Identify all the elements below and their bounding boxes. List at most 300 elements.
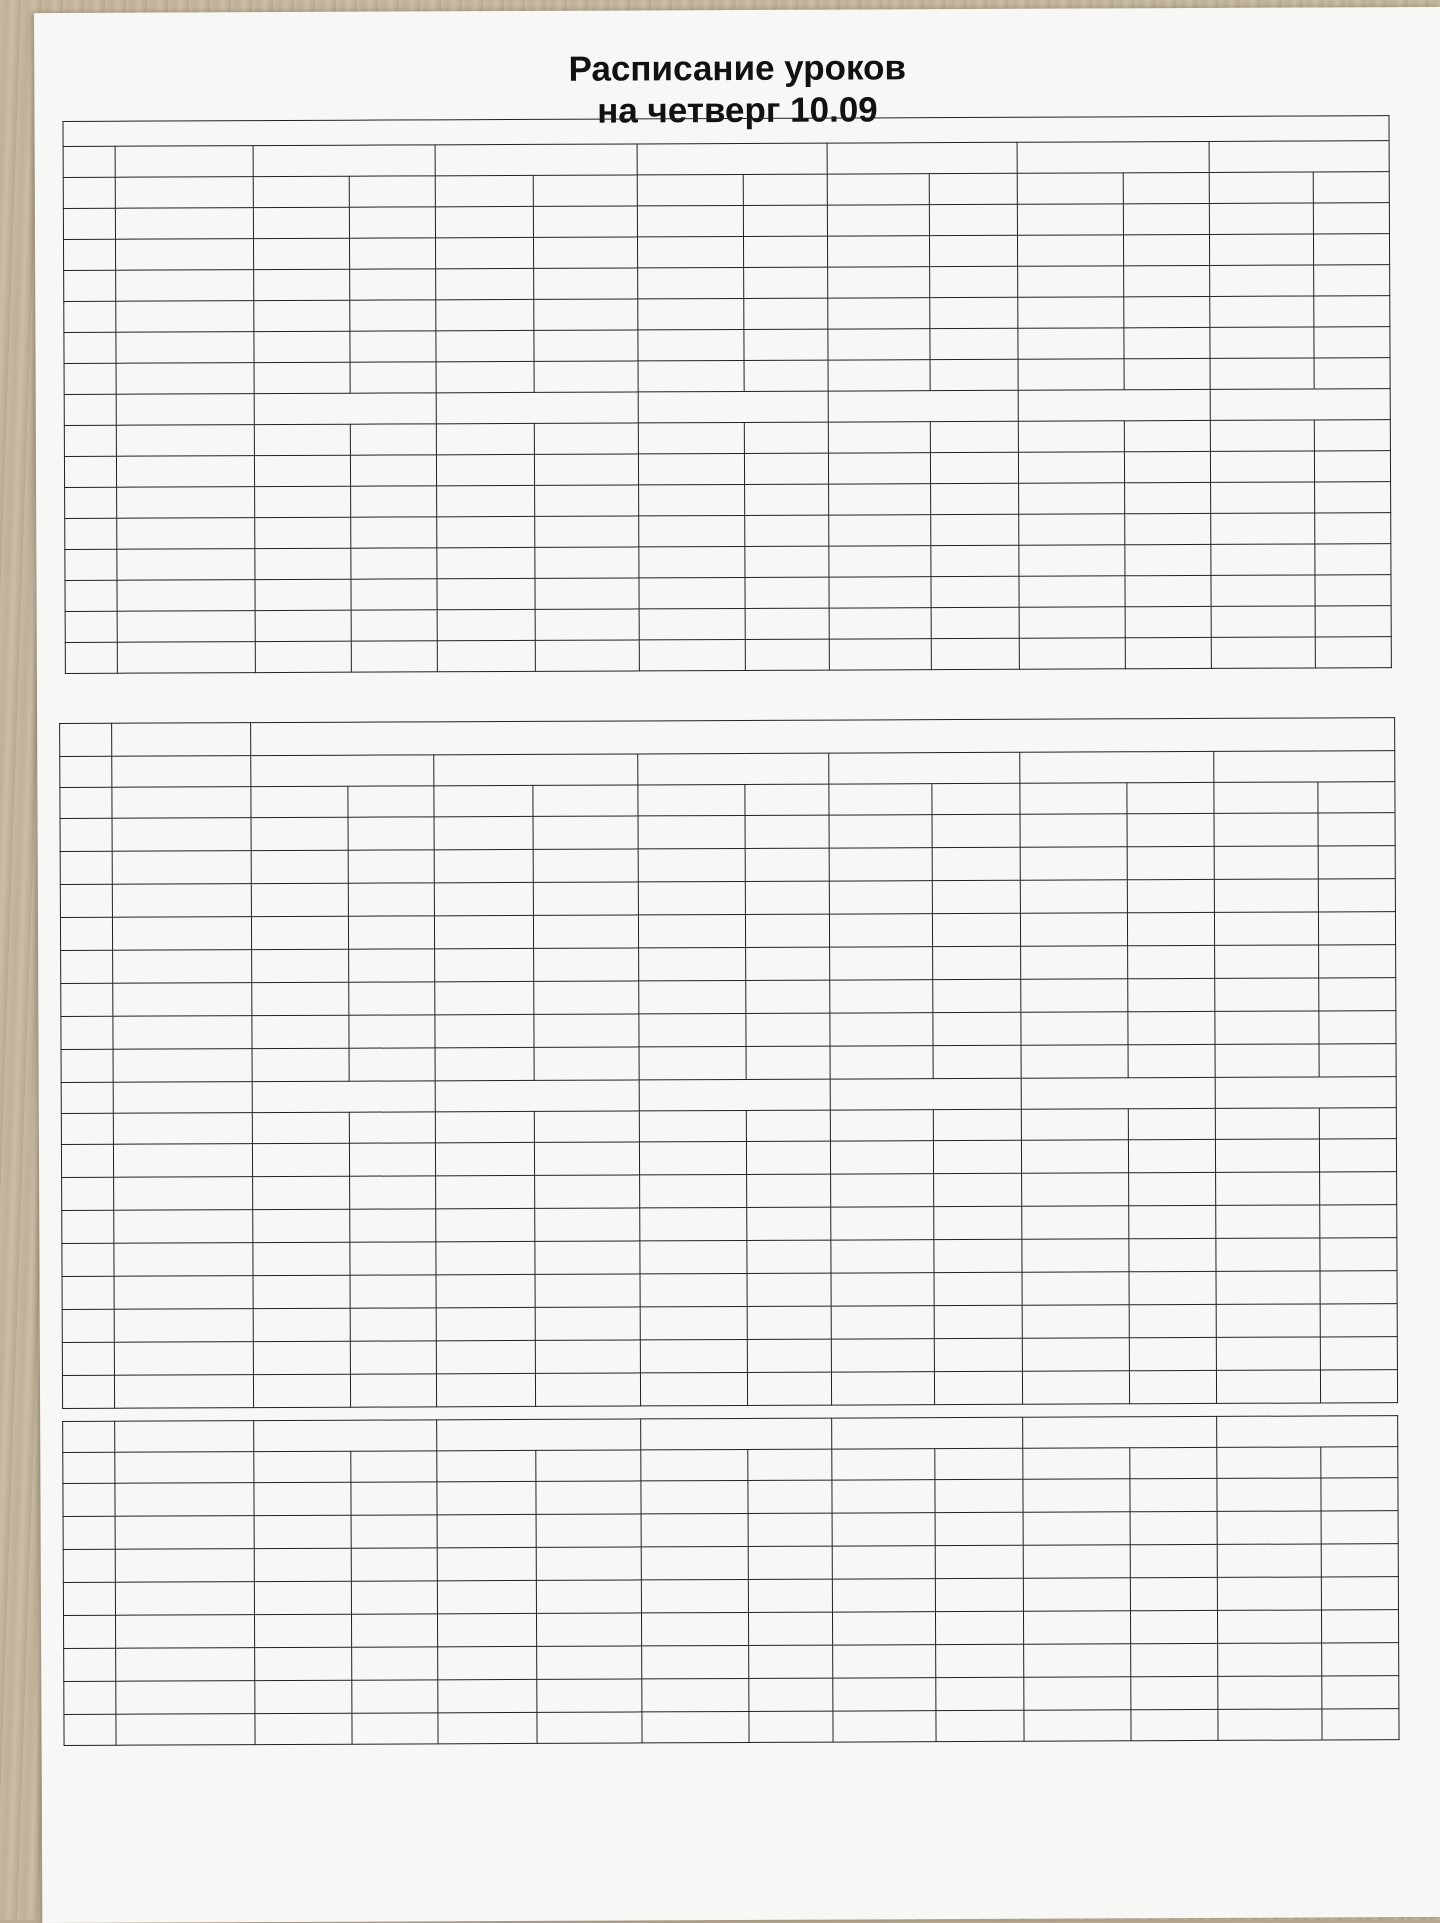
room-cell	[533, 175, 637, 206]
class-name	[638, 753, 829, 785]
lesson-time	[116, 301, 254, 333]
subject-cell	[251, 817, 348, 850]
room-cell	[537, 1646, 642, 1679]
empty-cell	[1321, 1447, 1398, 1478]
subject-cell	[829, 515, 931, 546]
room-cell	[745, 639, 829, 670]
room-cell	[350, 1308, 437, 1341]
room-cell	[1124, 358, 1210, 389]
room-cell	[1319, 879, 1396, 912]
subject-cell	[253, 1143, 350, 1176]
room-cell	[1129, 1337, 1216, 1370]
subject-cell	[1210, 327, 1314, 358]
subject-cell	[639, 515, 745, 546]
room-cell	[1125, 482, 1211, 513]
room-cell	[1123, 234, 1209, 265]
room-cell	[935, 1512, 1024, 1545]
empty-cell	[60, 723, 112, 756]
room-cell	[1314, 420, 1390, 451]
room-cell	[349, 1143, 436, 1176]
lesson-time	[113, 917, 252, 951]
subject-cell	[252, 883, 349, 916]
table-row	[62, 1370, 1397, 1409]
room-cell	[1314, 296, 1390, 327]
lesson-number	[65, 549, 117, 580]
room-cell	[745, 1013, 830, 1046]
empty-cell	[1130, 1447, 1217, 1478]
empty-cell	[61, 1113, 113, 1144]
empty-cell	[534, 1111, 639, 1142]
lesson-time	[116, 332, 254, 364]
subject-cell	[640, 1240, 747, 1273]
room-cell	[535, 640, 639, 671]
lesson-number	[61, 983, 113, 1016]
subject-cell	[638, 453, 744, 484]
class-start-time	[830, 1110, 933, 1141]
subject-cell	[1021, 979, 1128, 1012]
room-cell	[746, 1207, 831, 1240]
empty-cell	[1131, 1709, 1218, 1740]
room-cell	[1321, 1337, 1398, 1370]
room-cell	[349, 176, 435, 207]
subject-cell	[1022, 1305, 1129, 1338]
class-name	[639, 1079, 830, 1111]
room-cell	[744, 298, 828, 329]
room-cell	[931, 638, 1019, 669]
room-cell	[1127, 912, 1214, 945]
lesson-time	[115, 1516, 254, 1550]
class-start-time	[1023, 1448, 1130, 1479]
class-name	[1210, 389, 1390, 421]
subject-cell	[1018, 421, 1124, 452]
room-cell	[1125, 575, 1211, 606]
lesson-time	[115, 1309, 254, 1343]
room-cell	[745, 947, 830, 980]
subject-cell	[255, 1614, 352, 1647]
room-cell	[1320, 1139, 1397, 1172]
room-cell	[1319, 1011, 1396, 1044]
subject-cell	[254, 300, 350, 331]
lesson-time	[115, 1483, 254, 1517]
subject-cell	[831, 1174, 934, 1207]
room-cell	[350, 1374, 437, 1407]
room-cell	[745, 881, 830, 914]
empty-cell	[112, 723, 251, 757]
room-cell	[349, 982, 436, 1015]
room-cell	[535, 1340, 640, 1373]
subject-cell	[1214, 813, 1319, 846]
room-cell	[743, 236, 827, 267]
room-cell	[929, 204, 1017, 235]
room-cell	[351, 579, 437, 610]
class-name	[252, 1081, 435, 1113]
room-cell	[1128, 978, 1215, 1011]
empty-cell	[116, 1714, 255, 1746]
subject-cell	[638, 422, 744, 453]
subject-cell	[438, 1679, 537, 1712]
subject-cell	[1024, 1545, 1131, 1578]
room-cell	[533, 206, 637, 237]
subject-cell	[1018, 297, 1124, 328]
class-name	[1017, 141, 1209, 173]
room-cell	[533, 816, 638, 849]
room-cell	[1125, 513, 1211, 544]
room-cell	[935, 1545, 1024, 1578]
empty-cell	[115, 1452, 254, 1484]
subject-cell	[437, 1340, 536, 1373]
subject-cell	[1214, 1011, 1319, 1044]
subject-cell	[1217, 1643, 1322, 1676]
lesson-number	[65, 580, 117, 611]
subject-cell	[1024, 1611, 1131, 1644]
room-cell	[533, 237, 637, 268]
class-name	[1020, 751, 1213, 783]
subject-cell	[254, 424, 350, 455]
subject-cell	[435, 948, 534, 981]
lesson-number	[63, 1615, 115, 1648]
subject-cell	[1019, 576, 1125, 607]
room-cell	[537, 1679, 642, 1712]
subject-cell	[254, 455, 350, 486]
subject-cell	[642, 1678, 749, 1711]
room-cell	[745, 815, 830, 848]
lesson-time	[116, 425, 254, 457]
room-cell	[748, 1513, 833, 1546]
room-cell	[348, 817, 435, 850]
subject-cell	[252, 982, 349, 1015]
room-cell	[348, 883, 435, 916]
room-cell	[1314, 327, 1390, 358]
room-cell	[1130, 1544, 1217, 1577]
lesson-time	[116, 270, 254, 302]
subject-cell	[638, 267, 744, 298]
room-cell	[1130, 1511, 1217, 1544]
subject-cell	[639, 1141, 746, 1174]
room-cell	[1318, 813, 1395, 846]
subject-cell	[638, 914, 745, 947]
subject-cell	[253, 1308, 350, 1341]
class-name	[253, 145, 435, 177]
room-cell	[1322, 1676, 1399, 1709]
subject-cell	[1019, 545, 1125, 576]
empty-cell	[255, 1713, 352, 1744]
lesson-time	[115, 208, 253, 240]
room-cell	[534, 423, 638, 454]
room-cell	[746, 1141, 831, 1174]
lesson-number	[63, 1483, 115, 1516]
subject-cell	[252, 1015, 349, 1048]
lesson-number	[64, 270, 116, 301]
room-cell	[932, 880, 1021, 913]
class-name	[254, 393, 436, 425]
room-cell	[931, 514, 1019, 545]
subject-cell	[640, 1273, 747, 1306]
subject-cell	[827, 174, 929, 205]
room-cell	[351, 1548, 438, 1581]
subject-cell	[639, 980, 746, 1013]
room-cell	[931, 545, 1019, 576]
room-cell	[744, 453, 828, 484]
room-cell	[1127, 846, 1214, 879]
room-cell	[1320, 1205, 1397, 1238]
room-cell	[351, 1614, 438, 1647]
room-cell	[1125, 606, 1211, 637]
subject-cell	[255, 486, 351, 517]
room-cell	[1319, 912, 1396, 945]
class-start-time	[251, 786, 348, 817]
room-cell	[351, 548, 437, 579]
subject-cell	[1024, 1644, 1131, 1677]
class-name	[637, 143, 827, 175]
room-cell	[1124, 265, 1210, 296]
empty-cell	[833, 1711, 936, 1742]
room-cell	[935, 1644, 1024, 1677]
subject-cell	[829, 848, 932, 881]
lesson-time	[115, 1375, 254, 1409]
room-cell	[933, 1140, 1022, 1173]
subject-cell	[639, 1174, 746, 1207]
subject-cell	[1210, 420, 1314, 451]
subject-cell	[831, 1372, 934, 1405]
lesson-number	[62, 1375, 114, 1408]
subject-cell	[1214, 945, 1319, 978]
subject-cell	[436, 299, 534, 330]
subject-cell	[1018, 328, 1124, 359]
room-cell	[1314, 265, 1390, 296]
room-cell	[534, 330, 638, 361]
subject-cell	[252, 1048, 349, 1081]
room-cell	[351, 1482, 438, 1515]
room-cell	[1321, 1511, 1398, 1544]
subject-cell	[253, 238, 349, 269]
lesson-time	[116, 1582, 255, 1616]
subject-cell	[1209, 234, 1313, 265]
room-cell	[747, 1372, 832, 1405]
room-cell	[533, 849, 638, 882]
lesson-number	[64, 363, 116, 394]
room-cell	[936, 1677, 1025, 1710]
room-cell	[534, 1014, 639, 1047]
subject-cell	[639, 639, 745, 670]
subject-cell	[255, 641, 351, 672]
room-cell	[743, 205, 827, 236]
empty-cell	[61, 1082, 113, 1113]
subject-cell	[1023, 1512, 1130, 1545]
lesson-number	[65, 642, 117, 673]
subject-cell	[1022, 1173, 1129, 1206]
class-name	[251, 755, 434, 787]
lesson-time	[113, 950, 252, 984]
lesson-time	[112, 818, 251, 852]
subject-cell	[831, 1207, 934, 1240]
number-header	[64, 394, 116, 425]
room-cell	[1131, 1610, 1218, 1643]
number-header	[63, 146, 115, 177]
room-cell	[1320, 1304, 1397, 1337]
subject-cell	[638, 947, 745, 980]
subject-cell	[1023, 1479, 1130, 1512]
room-cell	[534, 981, 639, 1014]
room-cell	[935, 1479, 1024, 1512]
subject-cell	[640, 1372, 747, 1405]
room-cell	[1128, 1011, 1215, 1044]
subject-cell	[438, 1646, 537, 1679]
room-cell	[1320, 1172, 1397, 1205]
subject-cell	[828, 298, 930, 329]
subject-cell	[639, 608, 745, 639]
room-cell	[1124, 451, 1210, 482]
room-cell	[744, 422, 828, 453]
subject-cell	[641, 1579, 748, 1612]
subject-cell	[437, 640, 535, 671]
subject-cell	[641, 1645, 748, 1678]
time-header	[116, 394, 254, 426]
lesson-number	[61, 950, 113, 983]
subject-cell	[829, 546, 931, 577]
room-cell	[932, 847, 1021, 880]
room-cell	[1314, 358, 1390, 389]
subject-cell	[1019, 483, 1125, 514]
room-cell	[535, 609, 639, 640]
empty-cell	[536, 1450, 641, 1481]
subject-cell	[637, 205, 743, 236]
class-start-time	[639, 1110, 746, 1141]
subject-cell	[1023, 1338, 1130, 1371]
room-cell	[535, 547, 639, 578]
class-start-time	[829, 784, 932, 815]
title-line-2: на четверг 10.09	[597, 90, 878, 131]
subject-cell	[640, 1306, 747, 1339]
room-cell	[534, 268, 638, 299]
class-name	[1018, 389, 1210, 421]
room-cell	[748, 1579, 833, 1612]
subject-cell	[1209, 172, 1313, 203]
subject-cell	[1020, 847, 1127, 880]
room-cell	[746, 1174, 831, 1207]
subject-cell	[436, 1208, 535, 1241]
room-cell	[534, 915, 639, 948]
shift2-timetable	[59, 717, 1398, 1409]
lesson-time	[116, 1681, 255, 1715]
class-start-time	[436, 1111, 535, 1142]
subject-cell	[435, 1014, 534, 1047]
subject-cell	[828, 360, 930, 391]
subject-cell	[434, 816, 533, 849]
subject-cell	[1021, 1012, 1128, 1045]
lesson-number	[64, 1648, 116, 1681]
room-cell	[351, 641, 437, 672]
room-cell	[535, 578, 639, 609]
subject-cell	[1214, 912, 1319, 945]
lesson-time	[114, 1177, 253, 1211]
subject-cell	[833, 1678, 936, 1711]
room-cell	[1319, 1044, 1396, 1077]
class-name	[436, 392, 638, 424]
lesson-number	[60, 851, 112, 884]
subject-cell	[832, 1579, 935, 1612]
subject-cell	[1215, 1205, 1320, 1238]
room-cell	[744, 360, 828, 391]
subject-cell	[435, 175, 533, 206]
room-cell	[534, 948, 639, 981]
room-cell	[349, 1048, 436, 1081]
class-name	[1215, 1077, 1397, 1109]
subject-cell	[641, 1612, 748, 1645]
subject-cell	[833, 1612, 936, 1645]
room-cell	[747, 1273, 832, 1306]
subject-cell	[437, 516, 535, 547]
room-cell	[931, 576, 1019, 607]
room-cell	[535, 1208, 640, 1241]
subject-cell	[251, 850, 348, 883]
title-line-1: Расписание уроков	[568, 48, 907, 89]
room-cell	[349, 949, 436, 982]
subject-cell	[1214, 846, 1319, 879]
room-cell	[746, 1240, 831, 1273]
room-cell	[744, 329, 828, 360]
subject-cell	[1210, 358, 1314, 389]
room-cell	[1129, 1271, 1216, 1304]
room-cell	[745, 914, 830, 947]
room-cell	[929, 235, 1017, 266]
empty-cell	[60, 787, 112, 818]
room-cell	[1125, 544, 1211, 575]
room-cell	[349, 1015, 436, 1048]
subject-cell	[1022, 1140, 1129, 1173]
room-cell	[1322, 1643, 1399, 1676]
empty-cell	[64, 1714, 116, 1745]
subject-cell	[253, 176, 349, 207]
subject-cell	[832, 1480, 935, 1513]
subject-cell	[1217, 1610, 1322, 1643]
room-cell	[1322, 1577, 1399, 1610]
room-cell	[351, 610, 437, 641]
lesson-time	[117, 518, 255, 550]
subject-cell	[254, 362, 350, 393]
room-cell	[1125, 637, 1211, 668]
empty-cell	[1128, 1108, 1215, 1139]
subject-cell	[1216, 1337, 1321, 1370]
room-cell	[351, 1581, 438, 1614]
subject-cell	[829, 484, 931, 515]
subject-cell	[1023, 1371, 1130, 1404]
subject-cell	[1018, 266, 1124, 297]
room-cell	[534, 1047, 639, 1080]
room-cell	[535, 1274, 640, 1307]
room-cell	[350, 424, 436, 455]
subject-cell	[641, 1546, 748, 1579]
class-start-time	[437, 1450, 536, 1481]
subject-cell	[1215, 1172, 1320, 1205]
room-cell	[350, 300, 436, 331]
class-start-time	[254, 1451, 351, 1482]
table-row	[65, 637, 1391, 674]
room-cell	[1321, 1478, 1398, 1511]
room-cell	[932, 814, 1021, 847]
subject-cell	[437, 1307, 536, 1340]
room-cell	[1314, 451, 1390, 482]
lesson-time	[116, 1615, 255, 1649]
room-cell	[1129, 1205, 1216, 1238]
subject-cell	[1210, 451, 1314, 482]
empty-cell	[1322, 1709, 1399, 1740]
subject-cell	[1019, 638, 1125, 669]
room-cell	[933, 1206, 1022, 1239]
subject-cell	[1211, 637, 1315, 668]
class-name	[1209, 141, 1389, 173]
subject-cell	[832, 1513, 935, 1546]
subject-cell	[639, 546, 745, 577]
